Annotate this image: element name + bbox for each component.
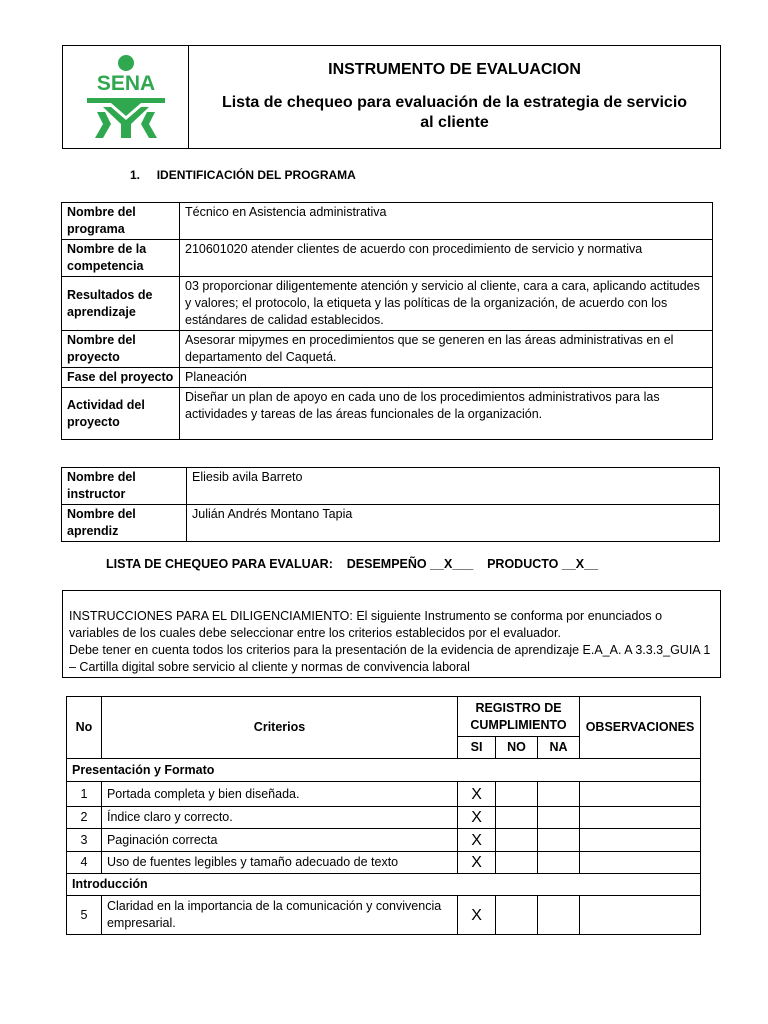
row-label: Nombre de la competencia xyxy=(62,240,180,277)
instructions-text-2: Debe tener en cuenta todos los criterios para la presentación de la evidencia de aprendizaje E.A_A. A 3.3.3_GUIA 1 – Cartilla digital sobre servicio al cliente y normas de convivencia laboral xyxy=(69,643,711,674)
item-na xyxy=(538,852,580,874)
row-value: Diseñar un plan de apoyo en cada uno de los procedimientos administrativos para las actividades y tareas de las áreas funcionales de la organización. xyxy=(180,388,713,440)
item-no xyxy=(496,807,538,829)
row-value: 03 proporcionar diligentemente atención y servicio al cliente, cara a cara, aplicando actitudes y valores; el protocolo, la etiqueta y las políticas de la organización, de acuerdo con los estándares de calidad establecidos. xyxy=(180,277,713,331)
row-label: Actividad del proyecto xyxy=(62,388,180,440)
section-label: Presentación y Formato xyxy=(67,759,701,782)
evaluate-line: LISTA DE CHEQUEO PARA EVALUAR: DESEMPEÑO __X___ PRODUCTO __X__ xyxy=(106,557,599,571)
section-row xyxy=(67,759,701,782)
instructions-text-1: INSTRUCCIONES PARA EL DILIGENCIAMIENTO: El siguiente Instrumento se conforma por enunciados o variables de los cuales debe seleccionar entre los criterios establecidos por el evaluador. xyxy=(69,609,663,640)
item-observaciones xyxy=(579,896,700,935)
col-observaciones: OBSERVACIONES xyxy=(579,697,700,759)
table-row xyxy=(62,331,713,368)
item-number: 4 xyxy=(67,852,102,874)
program-table xyxy=(61,202,713,440)
item-no xyxy=(496,782,538,807)
item-observaciones xyxy=(579,852,700,874)
table-row xyxy=(67,782,701,807)
document-subtitle-2: al cliente xyxy=(420,114,489,131)
instructor-value: Eliesib avila Barreto xyxy=(187,468,720,505)
row-label: Nombre del proyecto xyxy=(62,331,180,368)
section-title: IDENTIFICACIÓN DEL PROGRAMA xyxy=(156,168,356,182)
item-na xyxy=(538,807,580,829)
instructor-label: Nombre del instructor xyxy=(62,468,187,505)
row-label: Resultados de aprendizaje xyxy=(62,277,180,331)
item-number: 3 xyxy=(67,829,102,852)
item-no xyxy=(496,896,538,935)
item-number: 2 xyxy=(67,807,102,829)
item-observaciones xyxy=(579,807,700,829)
section-number: 1. xyxy=(130,168,141,182)
title-cell xyxy=(189,46,720,148)
people-table xyxy=(61,467,720,542)
col-na: NA xyxy=(538,737,580,759)
table-row xyxy=(67,896,701,935)
table-row xyxy=(67,807,701,829)
document-title: INSTRUMENTO DE EVALUACION xyxy=(328,61,581,78)
col-si: SI xyxy=(458,737,496,759)
row-label: Nombre del programa xyxy=(62,203,180,240)
learner-label: Nombre del aprendiz xyxy=(62,505,187,542)
item-no xyxy=(496,829,538,852)
row-value: Asesorar mipymes en procedimientos que se generen en las áreas administrativas en el departamento del Caquetá. xyxy=(180,331,713,368)
item-si: X xyxy=(458,782,496,807)
table-row xyxy=(62,240,713,277)
item-criterion: Índice claro y correcto. xyxy=(101,807,457,829)
item-na xyxy=(538,829,580,852)
table-row xyxy=(62,388,713,440)
row-value: Planeación xyxy=(180,368,713,388)
item-criterion: Uso de fuentes legibles y tamaño adecuado de texto xyxy=(101,852,457,874)
section-label: Introducción xyxy=(67,874,701,896)
item-no xyxy=(496,852,538,874)
item-si: X xyxy=(458,829,496,852)
item-criterion: Portada completa y bien diseñada. xyxy=(101,782,457,807)
item-si: X xyxy=(458,896,496,935)
document-header xyxy=(62,45,721,149)
table-row xyxy=(67,852,701,874)
registro-line-1: REGISTRO DE xyxy=(475,700,562,715)
item-observaciones xyxy=(579,829,700,852)
col-no-value: NO xyxy=(496,737,538,759)
checklist-table xyxy=(66,696,701,935)
table-row xyxy=(62,368,713,388)
col-registro xyxy=(458,697,580,737)
sena-logo xyxy=(83,54,169,140)
section-heading xyxy=(130,168,356,182)
logo-cell xyxy=(63,46,189,148)
col-criteria: Criterios xyxy=(101,697,457,759)
instructions-box xyxy=(62,590,721,678)
item-na xyxy=(538,782,580,807)
row-value: Técnico en Asistencia administrativa xyxy=(180,203,713,240)
row-label: Fase del proyecto xyxy=(62,368,180,388)
col-no: No xyxy=(67,697,102,759)
table-row xyxy=(62,505,720,542)
item-number: 1 xyxy=(67,782,102,807)
item-si: X xyxy=(458,852,496,874)
section-row xyxy=(67,874,701,896)
table-row xyxy=(62,203,713,240)
item-criterion: Claridad en la importancia de la comunicación y convivencia empresarial. xyxy=(101,896,457,935)
learner-value: Julián Andrés Montano Tapia xyxy=(187,505,720,542)
item-criterion: Paginación correcta xyxy=(101,829,457,852)
item-observaciones xyxy=(579,782,700,807)
document-subtitle-1: Lista de chequeo para evaluación de la estrategia de servicio xyxy=(221,94,688,111)
table-row xyxy=(62,277,713,331)
registro-line-2: CUMPLIMIENTO xyxy=(470,717,567,732)
item-number: 5 xyxy=(67,896,102,935)
item-si: X xyxy=(458,807,496,829)
item-na xyxy=(538,896,580,935)
table-row xyxy=(67,829,701,852)
table-row xyxy=(62,468,720,505)
header-row xyxy=(67,697,701,737)
logo-text: SENA xyxy=(96,72,155,95)
row-value: 210601020 atender clientes de acuerdo con procedimiento de servicio y normativa xyxy=(180,240,713,277)
